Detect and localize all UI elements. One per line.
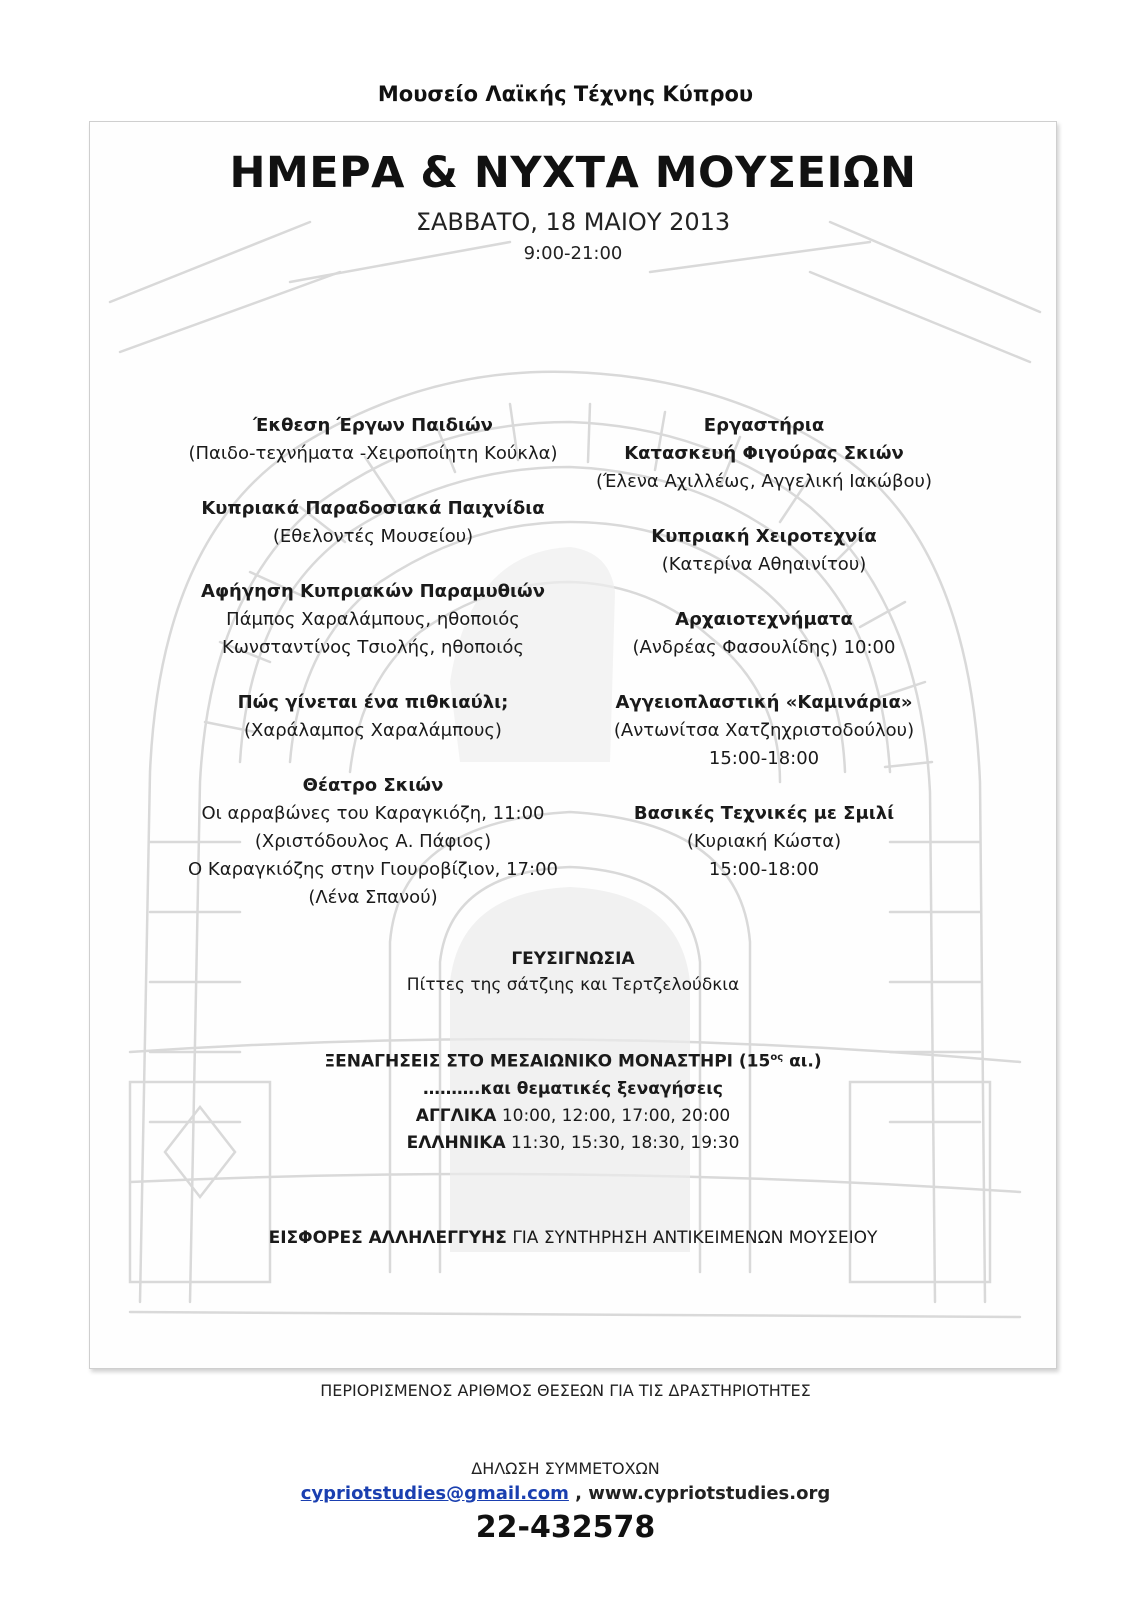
activity-detail: Οι αρραβώνες του Καραγκιόζη, 11:00 xyxy=(201,803,545,824)
tours-title-end: αι.) xyxy=(783,1051,822,1072)
activity-workshops xyxy=(564,412,964,440)
activity-name: Έκθεση Έργων Παιδιών xyxy=(253,415,493,436)
activity-detail: Πάμπος Χαραλάμπους, ηθοποιός xyxy=(226,609,520,630)
activity-traditional-games xyxy=(173,495,573,551)
tours-greek xyxy=(90,1130,1056,1157)
limited-seats-notice: ΠΕΡΙΟΡΙΣΜΕΝΟΣ ΑΡΙΘΜΟΣ ΘΕΣΕΩΝ ΓΙΑ ΤΙΣ ΔΡΑΣΤΗΡΙΟΤΗΤΕΣ xyxy=(320,1381,811,1400)
activity-detail: (Έλενα Αχιλλέως, Αγγελική Ιακώβου) xyxy=(595,471,932,492)
activity-pottery xyxy=(564,689,964,773)
donations-bold: ΕΙΣΦΟΡΕΣ ΑΛΛΗΛΕΓΓΥΗΣ xyxy=(268,1228,507,1248)
activity-name: Θέατρο Σκιών xyxy=(302,775,444,796)
activity-fairy-tales xyxy=(173,578,573,662)
activity-detail: (Ανδρέας Φασουλίδης) 10:00 xyxy=(632,637,896,658)
activity-shadow-theatre xyxy=(173,772,573,912)
activity-detail: (Χριστόδουλος Α. Πάφιος) xyxy=(254,831,492,852)
activity-antiquities xyxy=(564,606,964,662)
tasting-title: ΓΕΥΣΙΓΝΩΣΙΑ xyxy=(511,949,635,969)
tours-section xyxy=(90,1044,1056,1157)
activity-detail: (Κατερίνα Αθηαινίτου) xyxy=(661,554,867,575)
activity-name: Αφήγηση Κυπριακών Παραμυθιών xyxy=(201,581,545,602)
activity-detail: (Χαράλαμπος Χαραλάμπους) xyxy=(244,720,502,741)
tours-english-times: 10:00, 12:00, 17:00, 20:00 xyxy=(496,1105,731,1126)
contact-separator: , xyxy=(568,1483,589,1504)
donations-line xyxy=(90,1228,1056,1248)
event-poster xyxy=(89,121,1057,1369)
activity-name: Κατασκευή Φιγούρας Σκιών xyxy=(624,443,904,464)
tours-title-text: ΞΕΝΑΓΗΣΕΙΣ ΣΤΟ ΜΕΣΑΙΩΝΙΚΟ ΜΟΝΑΣΤΗΡΙ (15 xyxy=(324,1051,771,1072)
activity-detail: (Εθελοντές Μουσείου) xyxy=(272,526,474,547)
phone-number: 22-432578 xyxy=(475,1510,656,1545)
event-hours: 9:00-21:00 xyxy=(523,243,623,264)
activity-name: Βασικές Τεχνικές με Σμιλί xyxy=(633,803,895,824)
tours-english xyxy=(90,1103,1056,1130)
tours-greek-label: ΕΛΛΗΝΙΚΑ xyxy=(406,1132,506,1153)
website-text: www.cypriotstudies.org xyxy=(588,1483,831,1504)
tours-title-sup: ος xyxy=(770,1052,784,1063)
activity-name: Αγγειοπλαστική «Καμινάρια» xyxy=(615,692,913,713)
event-title: ΗΜΕΡΑ & ΝΥΧΤΑ ΜΟΥΣΕΙΩΝ xyxy=(229,148,917,198)
email-link[interactable]: cypriotstudies@gmail.com xyxy=(300,1483,569,1504)
tasting-text: Πίττες της σάτζιης και Τερτζελούδκια xyxy=(406,975,740,995)
activity-name: Αρχαιοτεχνήματα xyxy=(675,609,853,630)
activity-pithkiavli xyxy=(173,689,573,745)
activity-chisel xyxy=(564,800,964,884)
tours-subtitle: ……….και θεματικές ξεναγήσεις xyxy=(423,1078,723,1099)
activity-children-exhibition xyxy=(173,412,573,468)
left-activities-column xyxy=(173,412,573,912)
tours-greek-times: 11:30, 15:30, 18:30, 19:30 xyxy=(505,1132,740,1153)
activity-shadow-figure xyxy=(564,440,964,496)
activity-name: Κυπριακή Χειροτεχνία xyxy=(651,526,877,547)
activity-name: Κυπριακά Παραδοσιακά Παιχνίδια xyxy=(201,498,545,519)
activity-detail: (Κυριακή Κώστα) xyxy=(686,831,842,852)
activity-name: Πώς γίνεται ένα πιθκιαύλι; xyxy=(237,692,509,713)
activity-detail: (Λένα Σπανού) xyxy=(308,887,438,908)
right-activities-column xyxy=(564,412,964,884)
activity-detail: 15:00-18:00 xyxy=(708,748,820,769)
museum-name: Μουσείο Λαϊκής Τέχνης Κύπρου xyxy=(377,82,754,106)
event-date: ΣΑΒΒΑΤΟ, 18 ΜΑΙΟΥ 2013 xyxy=(415,208,731,236)
activity-detail: Ο Καραγκιόζης στην Γιουροβίζιον, 17:00 xyxy=(188,859,558,880)
tours-english-label: ΑΓΓΛΙΚΑ xyxy=(415,1105,497,1126)
activity-name: Εργαστήρια xyxy=(703,415,825,436)
rsvp-label: ΔΗΛΩΣΗ ΣΥΜΜΕΤΟΧΩΝ xyxy=(471,1459,660,1478)
activity-detail: (Αντωνίτσα Χατζηχριστοδούλου) xyxy=(613,720,915,741)
activity-detail: (Παιδο-τεχνήματα -Χειροποίητη Κούκλα) xyxy=(188,443,558,464)
tours-title xyxy=(90,1044,1056,1076)
activity-handicraft xyxy=(564,523,964,579)
contact-line xyxy=(0,1483,1131,1504)
tasting-section xyxy=(90,946,1056,998)
activity-detail: Κωνσταντίνος Τσιολής, ηθοποιός xyxy=(222,637,524,658)
activity-detail: 15:00-18:00 xyxy=(708,859,820,880)
donations-rest: ΓΙΑ ΣΥΝΤΗΡΗΣΗ ΑΝΤΙΚΕΙΜΕΝΩΝ ΜΟΥΣΕΙΟΥ xyxy=(506,1228,878,1248)
